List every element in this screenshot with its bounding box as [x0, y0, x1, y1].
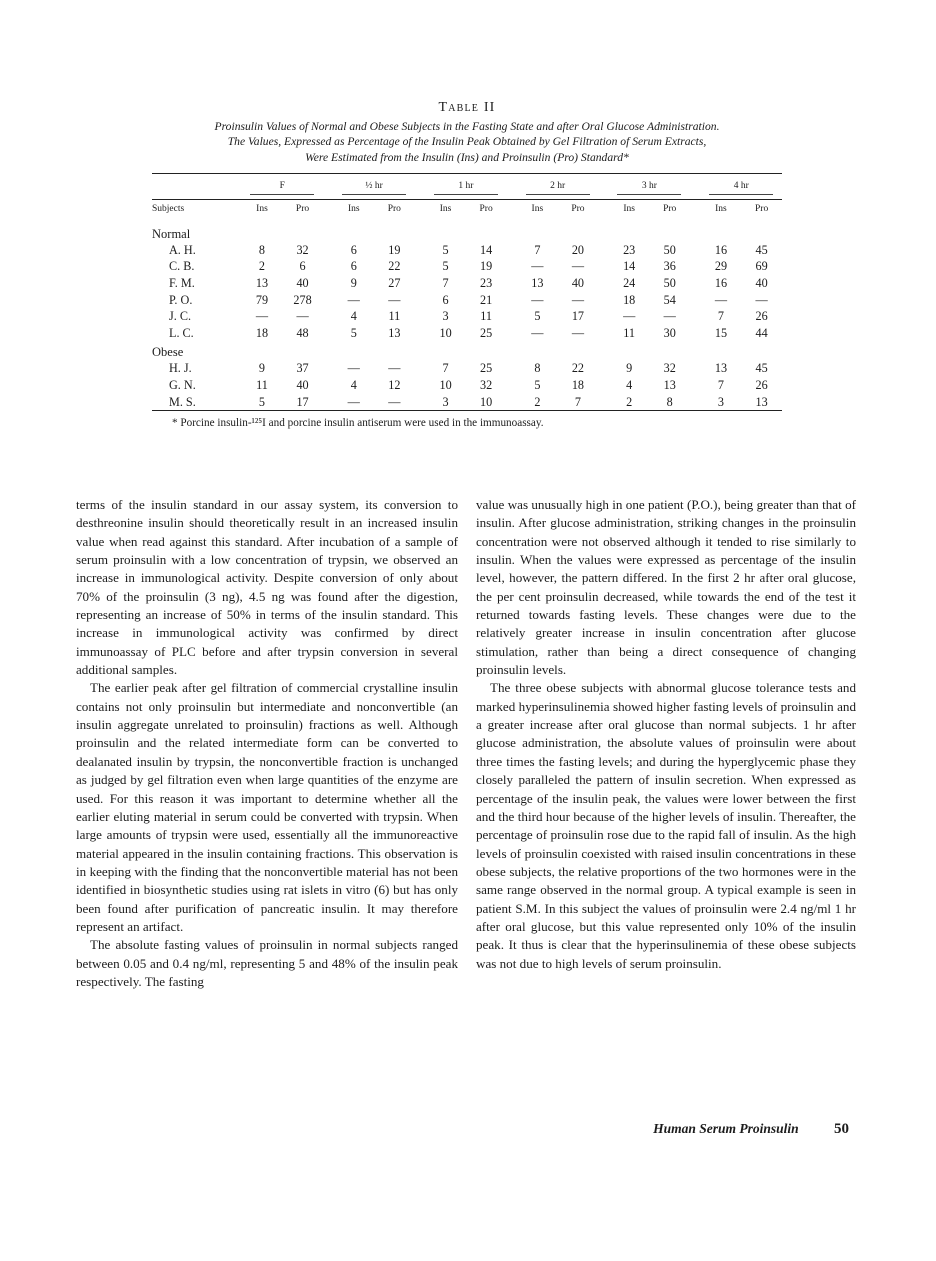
sub-header: Ins: [623, 203, 635, 214]
sub-header: Pro: [663, 203, 677, 214]
value-cell: 6: [299, 259, 306, 274]
value-cell: 8: [534, 361, 541, 376]
running-title: Human Serum Proinsulin: [653, 1121, 799, 1136]
value-cell: 13: [531, 276, 544, 291]
subject-cell: G. N.: [169, 378, 196, 393]
value-cell: —: [531, 259, 544, 274]
value-cell: —: [571, 292, 585, 307]
value-cell: 8: [666, 394, 673, 409]
value-cell: 13: [663, 378, 676, 393]
subject-cell: C. B.: [169, 259, 195, 274]
value-cell: —: [531, 292, 544, 307]
table-row: [152, 292, 782, 309]
table-caption-line: Were Estimated from the Insulin (Ins) and Proinsulin (Pro) Standard*: [305, 150, 629, 164]
value-cell: 25: [480, 361, 493, 376]
value-cell: 11: [256, 378, 268, 393]
group-label: Normal: [152, 226, 191, 241]
value-cell: 11: [623, 325, 636, 340]
value-cell: 11: [480, 309, 492, 324]
value-cell: 27: [388, 276, 401, 291]
value-cell: 40: [296, 378, 309, 393]
value-cell: 18: [623, 292, 636, 307]
value-cell: —: [755, 292, 768, 307]
value-cell: 32: [296, 242, 309, 257]
value-cell: 21: [480, 292, 493, 307]
table-row: [152, 242, 782, 259]
value-cell: 6: [350, 259, 357, 274]
sub-header: Pro: [387, 203, 401, 214]
value-cell: 14: [480, 242, 493, 257]
table-row: [152, 377, 782, 394]
value-cell: 20: [571, 242, 585, 257]
value-cell: 5: [258, 394, 266, 409]
time-header-label: 1 hr: [434, 181, 498, 195]
data-table: [152, 173, 782, 411]
table-row: [152, 258, 782, 275]
paragraph: The earlier peak after gel filtration of commercial crystalline insulin contains not only proinsulin but intermediate and nonconvertible (an insulin aggregate unrelated to proinsulin) fractions as well. Although proinsulin and the related intermediate form can be converted to dealanated insulin by trypsin, the nonconvertible fraction is unchanged as judged by gel filtration even when large quantities of the enzyme are used. For this reason it was important to determine whether all the earlier eluting material in serum could be converted with trypsin. When large amounts of trypsin were used, essentially all the immunoreactive material appeared in the insulin containing fractions. This observation is in keeping with the finding that the nonconvertible material has not been identified in biosynthetic studies using rat islets in vitro (6) but has only been found after purification of pancreatic insulin. It may therefore represent an artifact.: [76, 680, 458, 934]
table-caption: [152, 119, 782, 165]
value-cell: 29: [714, 259, 728, 274]
subject-cell: A. H.: [169, 242, 196, 257]
value-cell: 40: [755, 276, 768, 291]
value-cell: 45: [755, 242, 768, 257]
sub-header: Ins: [715, 203, 727, 214]
time-header-label: ½ hr: [342, 181, 406, 195]
value-cell: 17: [571, 309, 585, 324]
sub-header: Ins: [531, 203, 544, 214]
value-cell: 2: [534, 394, 541, 409]
value-cell: 40: [296, 276, 309, 291]
sub-header: Ins: [439, 203, 452, 214]
table-header-subheads: [152, 199, 782, 223]
sub-header: Pro: [479, 203, 493, 214]
value-cell: 22: [571, 361, 585, 376]
value-cell: 69: [755, 259, 768, 274]
value-cell: 3: [717, 394, 724, 409]
value-cell: 48: [296, 325, 309, 340]
time-header: [701, 173, 782, 199]
value-cell: 9: [350, 276, 357, 291]
time-header-label: 4 hr: [709, 181, 773, 195]
sub-header: Pro: [571, 203, 585, 214]
value-cell: 14: [623, 259, 636, 274]
value-cell: 22: [388, 259, 401, 274]
subject-cell: J. C.: [169, 309, 192, 324]
value-cell: 40: [571, 276, 585, 291]
table-block: [152, 100, 782, 429]
subject-cell: M. S.: [169, 394, 196, 409]
value-cell: 26: [755, 378, 768, 393]
group-label: Obese: [152, 345, 184, 360]
value-cell: 4: [626, 378, 633, 393]
value-cell: 18: [571, 378, 585, 393]
value-cell: —: [296, 309, 309, 324]
value-cell: —: [347, 361, 360, 376]
value-cell: 5: [350, 325, 357, 340]
paragraph: value was unusually high in one patient (P.O.), being greater than that of insulin. After glucose administration, striking changes in the proinsulin concentration were not observed although it tended to rise similarly to insulin. When the values were expressed as percentage of the insulin level, however, the pattern differed. In the first 2 hr after oral glucose, the per cent proinsulin decreased, while towards the end of the test it returned towards fasting levels. These changes were due to the relatively greater increase in insulin concentration after glucose stimulation, rather than being a direct consequence of changing proinsulin levels.: [476, 497, 856, 678]
paragraph: terms of the insulin standard in our assay system, its conversion to desthreonine insulin should theoretically result in an increased insulin value when read against this standard. After incubation of a sample of serum proinsulin with a low concentration of trypsin, we observed an increase in immunological activity. Despite conversion of only about 70% of the proinsulin (3 ng), 4.5 ng was found after the digestion, representing an increase of 50% in terms of the insulin standard. This increase in immunological activity was confirmed by direct immunoassay of PLC before and after trypsin conversion in several additional samples.: [76, 497, 458, 678]
value-cell: 5: [442, 259, 449, 274]
value-cell: 13: [714, 361, 728, 376]
value-cell: 7: [717, 378, 724, 393]
value-cell: 9: [626, 361, 633, 376]
subject-cell: F. M.: [169, 276, 195, 291]
value-cell: 4: [350, 378, 357, 393]
value-cell: 16: [714, 242, 728, 257]
paragraph: The three obese subjects with abnormal glucose tolerance tests and marked hyperinsulinemia showed higher fasting levels of proinsulin and a greater increase after oral glucose than normal subjects. 1 hr after glucose administration, the absolute values of proinsulin were about three times the fasting levels; and during the hyperglycemic phase they closely paralleled the pattern of insulin secretion. When expressed as percentage of the insulin peak, the values were lower between the first and the third hour because of the higher levels of insulin. Thereafter, the percentage of proinsulin rose due to the rapid fall of insulin. As the high levels of proinsulin coexisted with raised insulin concentrations in these obese subjects, the relative proportions of the two hormones were in the same range observed in the normal group. A typical example is seen in patient S.M. In this subject the values of proinsulin were 2.4 ng/ml 1 hr after oral glucose, but this value represented only 10% of the insulin peak. It thus is clear that the hyperinsulinemia of these obese subjects was not due to high levels of serum proinsulin.: [476, 680, 856, 971]
value-cell: 6: [350, 242, 357, 257]
value-cell: 10: [480, 394, 493, 409]
sub-header: Pro: [295, 203, 310, 214]
value-cell: 10: [439, 378, 452, 393]
value-cell: —: [663, 309, 676, 324]
value-cell: 18: [255, 325, 269, 340]
table-label: Table II: [438, 100, 496, 115]
value-cell: 5: [442, 242, 449, 257]
value-cell: 3: [442, 309, 449, 324]
value-cell: 30: [663, 325, 676, 340]
time-header-label: F: [250, 181, 314, 195]
value-cell: 7: [442, 361, 449, 376]
page-number: 50: [834, 1121, 849, 1137]
value-cell: 10: [439, 325, 452, 340]
subject-cell: P. O.: [169, 292, 193, 307]
value-cell: 17: [296, 394, 309, 409]
value-cell: —: [255, 309, 269, 324]
value-cell: —: [531, 325, 544, 340]
left-column: [76, 496, 458, 991]
table-row: [152, 325, 782, 342]
table-row: [152, 394, 782, 411]
value-cell: 5: [534, 378, 541, 393]
paragraph: The absolute fasting values of proinsulin in normal subjects ranged between 0.05 and 0.4 ng/ml, representing 5 and 48% of the insulin peak respectively. The fasting: [76, 937, 458, 989]
table-footnote: * Porcine insulin-¹²⁵I and porcine insulin antiserum were used in the immunoassay.: [172, 417, 544, 430]
value-cell: 50: [663, 242, 676, 257]
value-cell: —: [388, 361, 401, 376]
value-cell: 278: [293, 292, 312, 307]
value-cell: 24: [623, 276, 636, 291]
value-cell: 23: [480, 276, 493, 291]
value-cell: 50: [663, 276, 676, 291]
value-cell: 13: [388, 325, 401, 340]
value-cell: 54: [663, 292, 676, 307]
table-caption-line: Proinsulin Values of Normal and Obese Subjects in the Fasting State and after Oral Glucose Administration.: [214, 120, 720, 133]
sub-header: Ins: [256, 203, 268, 214]
value-cell: 15: [714, 325, 728, 340]
value-cell: 37: [296, 361, 309, 376]
time-header-label: 3 hr: [617, 181, 681, 195]
value-cell: 32: [663, 361, 676, 376]
value-cell: 8: [258, 242, 266, 257]
time-header: [609, 173, 690, 199]
sub-header: Ins: [347, 203, 360, 214]
page-footer: [653, 1121, 849, 1138]
table-body: [152, 173, 782, 410]
subject-cell: H. J.: [169, 361, 192, 376]
value-cell: 2: [626, 394, 633, 409]
value-cell: 36: [663, 259, 676, 274]
value-cell: 7: [717, 309, 724, 324]
subject-cell: L. C.: [169, 325, 194, 340]
value-cell: 32: [480, 378, 493, 393]
time-header-label: 2 hr: [526, 181, 590, 195]
value-cell: —: [388, 292, 401, 307]
value-cell: —: [571, 259, 585, 274]
table-group-row: [152, 341, 782, 360]
value-cell: 25: [480, 325, 493, 340]
value-cell: 12: [388, 378, 401, 393]
value-cell: 5: [534, 309, 541, 324]
time-header: [333, 173, 414, 199]
value-cell: —: [347, 292, 360, 307]
value-cell: 7: [534, 242, 541, 257]
value-cell: 23: [623, 242, 636, 257]
time-header: [517, 173, 598, 199]
value-cell: 3: [442, 394, 449, 409]
value-cell: 2: [258, 259, 266, 274]
value-cell: 7: [574, 394, 581, 409]
sub-header: Pro: [755, 203, 769, 214]
value-cell: 4: [350, 309, 357, 324]
value-cell: —: [347, 394, 360, 409]
table-row: [152, 308, 782, 325]
value-cell: —: [623, 309, 636, 324]
value-cell: 9: [258, 361, 266, 376]
value-cell: 7: [442, 276, 449, 291]
value-cell: 13: [755, 394, 768, 409]
time-header: [242, 173, 323, 199]
value-cell: —: [714, 292, 728, 307]
time-header: [425, 173, 506, 199]
table-row: [152, 360, 782, 377]
value-cell: 11: [388, 309, 401, 324]
value-cell: 6: [442, 292, 449, 307]
table-header-times: [152, 173, 782, 199]
value-cell: 13: [255, 276, 269, 291]
value-cell: 79: [255, 292, 269, 307]
table-row: [152, 275, 782, 292]
value-cell: —: [388, 394, 401, 409]
value-cell: 16: [714, 276, 728, 291]
value-cell: 26: [755, 309, 768, 324]
value-cell: 45: [755, 361, 768, 376]
value-cell: 19: [388, 242, 401, 257]
table-group-row: [152, 223, 782, 242]
value-cell: 44: [755, 325, 768, 340]
value-cell: 19: [480, 259, 493, 274]
value-cell: —: [571, 325, 585, 340]
subjects-header: Subjects: [152, 203, 185, 214]
table-caption-line: The Values, Expressed as Percentage of the Insulin Peak Obtained by Gel Filtration of Serum Extracts,: [227, 135, 707, 149]
right-column: [476, 496, 856, 973]
